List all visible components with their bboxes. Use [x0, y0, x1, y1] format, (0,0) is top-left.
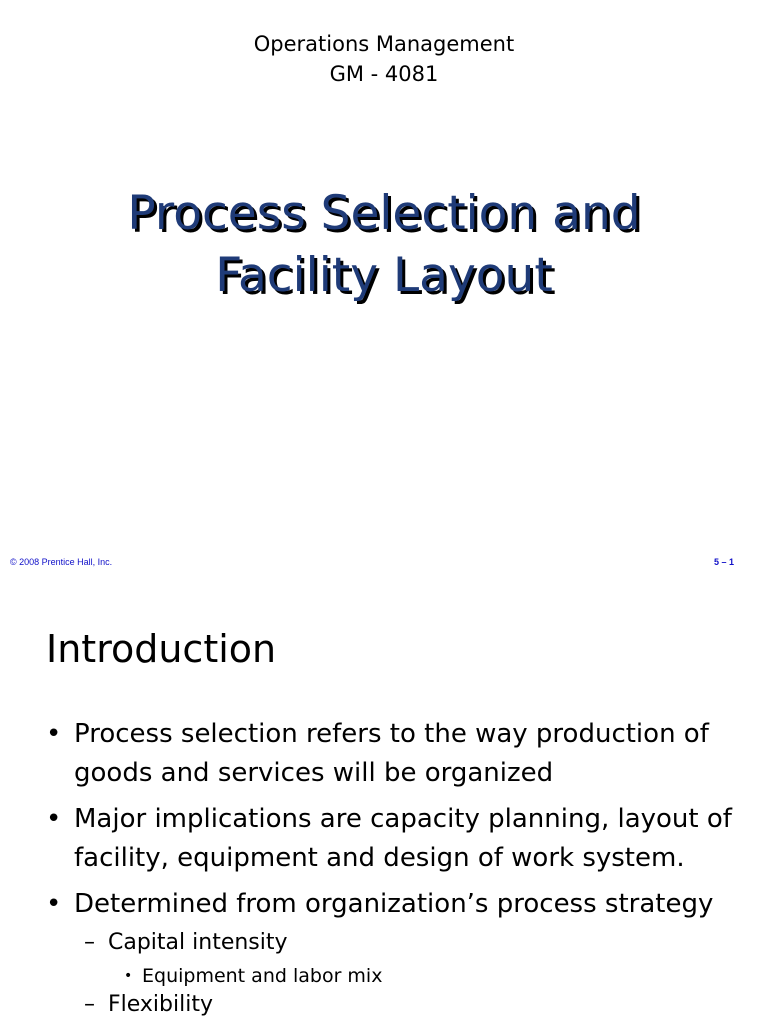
bullet-marker: •: [46, 719, 62, 749]
slide-title-line-2: Facility Layout: [215, 248, 553, 303]
bullet-text: Process selection refers to the way production of goods and services will be organized: [74, 719, 709, 788]
introduction-title: Introduction: [46, 627, 277, 671]
dash-marker: –: [84, 992, 95, 1017]
sub-sub-bullet-text: Equipment and labor mix: [142, 965, 383, 987]
bullet-marker: •: [46, 889, 62, 919]
bullet-list: [46, 715, 746, 1021]
sub-bullet-text: Flexibility: [108, 992, 213, 1017]
bullet-text: Major implications are capacity planning, layout of facility, equipment and design of work system.: [74, 804, 732, 873]
sub-list-item: [46, 989, 746, 1021]
sub-sub-list-item: [46, 959, 746, 993]
footer-copyright: © 2008 Prentice Hall, Inc.: [10, 557, 113, 567]
footer-page-number: 5 – 1: [713, 557, 734, 567]
bullet-marker: •: [124, 968, 133, 984]
course-name: Operations Management: [253, 32, 515, 56]
list-item: [46, 800, 746, 878]
bullet-text: Determined from organization’s process strategy: [74, 889, 714, 919]
introduction-slide: [0, 600, 768, 1024]
course-code: GM - 4081: [329, 62, 439, 86]
sub-bullet-text: Capital intensity: [108, 930, 288, 955]
list-item: [46, 885, 746, 924]
sub-list-item: [46, 927, 746, 959]
bullet-marker: •: [46, 804, 62, 834]
slide-title: [0, 183, 768, 307]
slide-title-line-1: Process Selection and: [127, 186, 641, 241]
dash-marker: –: [84, 930, 95, 955]
list-item: [46, 715, 746, 793]
